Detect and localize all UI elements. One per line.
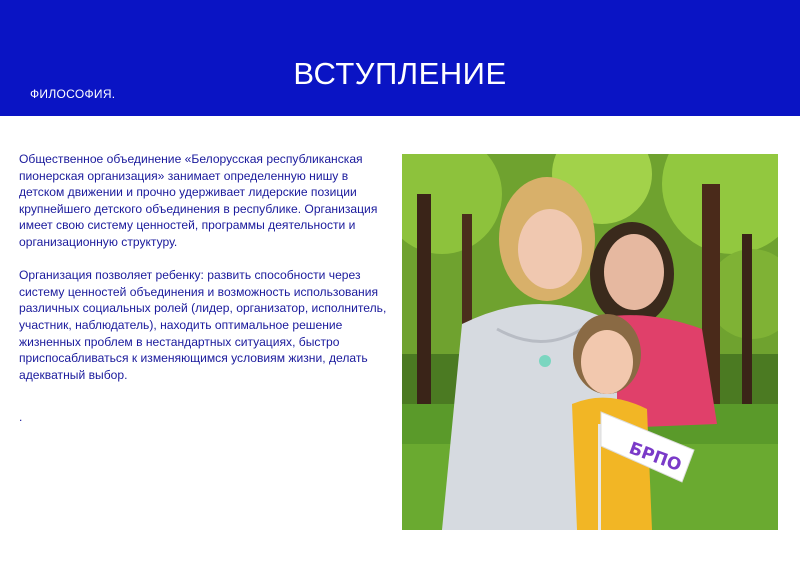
flag-logo: БРПО <box>626 438 684 476</box>
photo-illustration <box>402 154 778 530</box>
paragraph: Организация позволяет ребенку: развить способности через систему ценностей объединения и возможность использования различных социальных ролей (лидер, организатор, исполнитель, участник, наблюдатель), находить оптимальное решение жизненных проблем в нестандартных ситуациях, быстро приспосабливаться к изменяющимся условиям жизни, делать адекватный выбор. <box>19 268 387 382</box>
trailing-mark: . <box>19 410 23 424</box>
section-label: ФИЛОСОФИЯ. <box>30 87 116 101</box>
body-text <box>19 151 394 400</box>
header-banner <box>0 0 800 116</box>
paragraph: Общественное объединение «Белорусская республиканская пионерская организация» занимает определенную нишу в детском движении и прочно удерживает лидерские позиции крупнейшего детского объединения в республике. Организация имеет свою систему ценностей, программы деятельности и организационную структуру. <box>19 152 378 249</box>
page-title: ВСТУПЛЕНИЕ <box>293 56 507 91</box>
photo-girls-with-flag <box>402 154 778 530</box>
